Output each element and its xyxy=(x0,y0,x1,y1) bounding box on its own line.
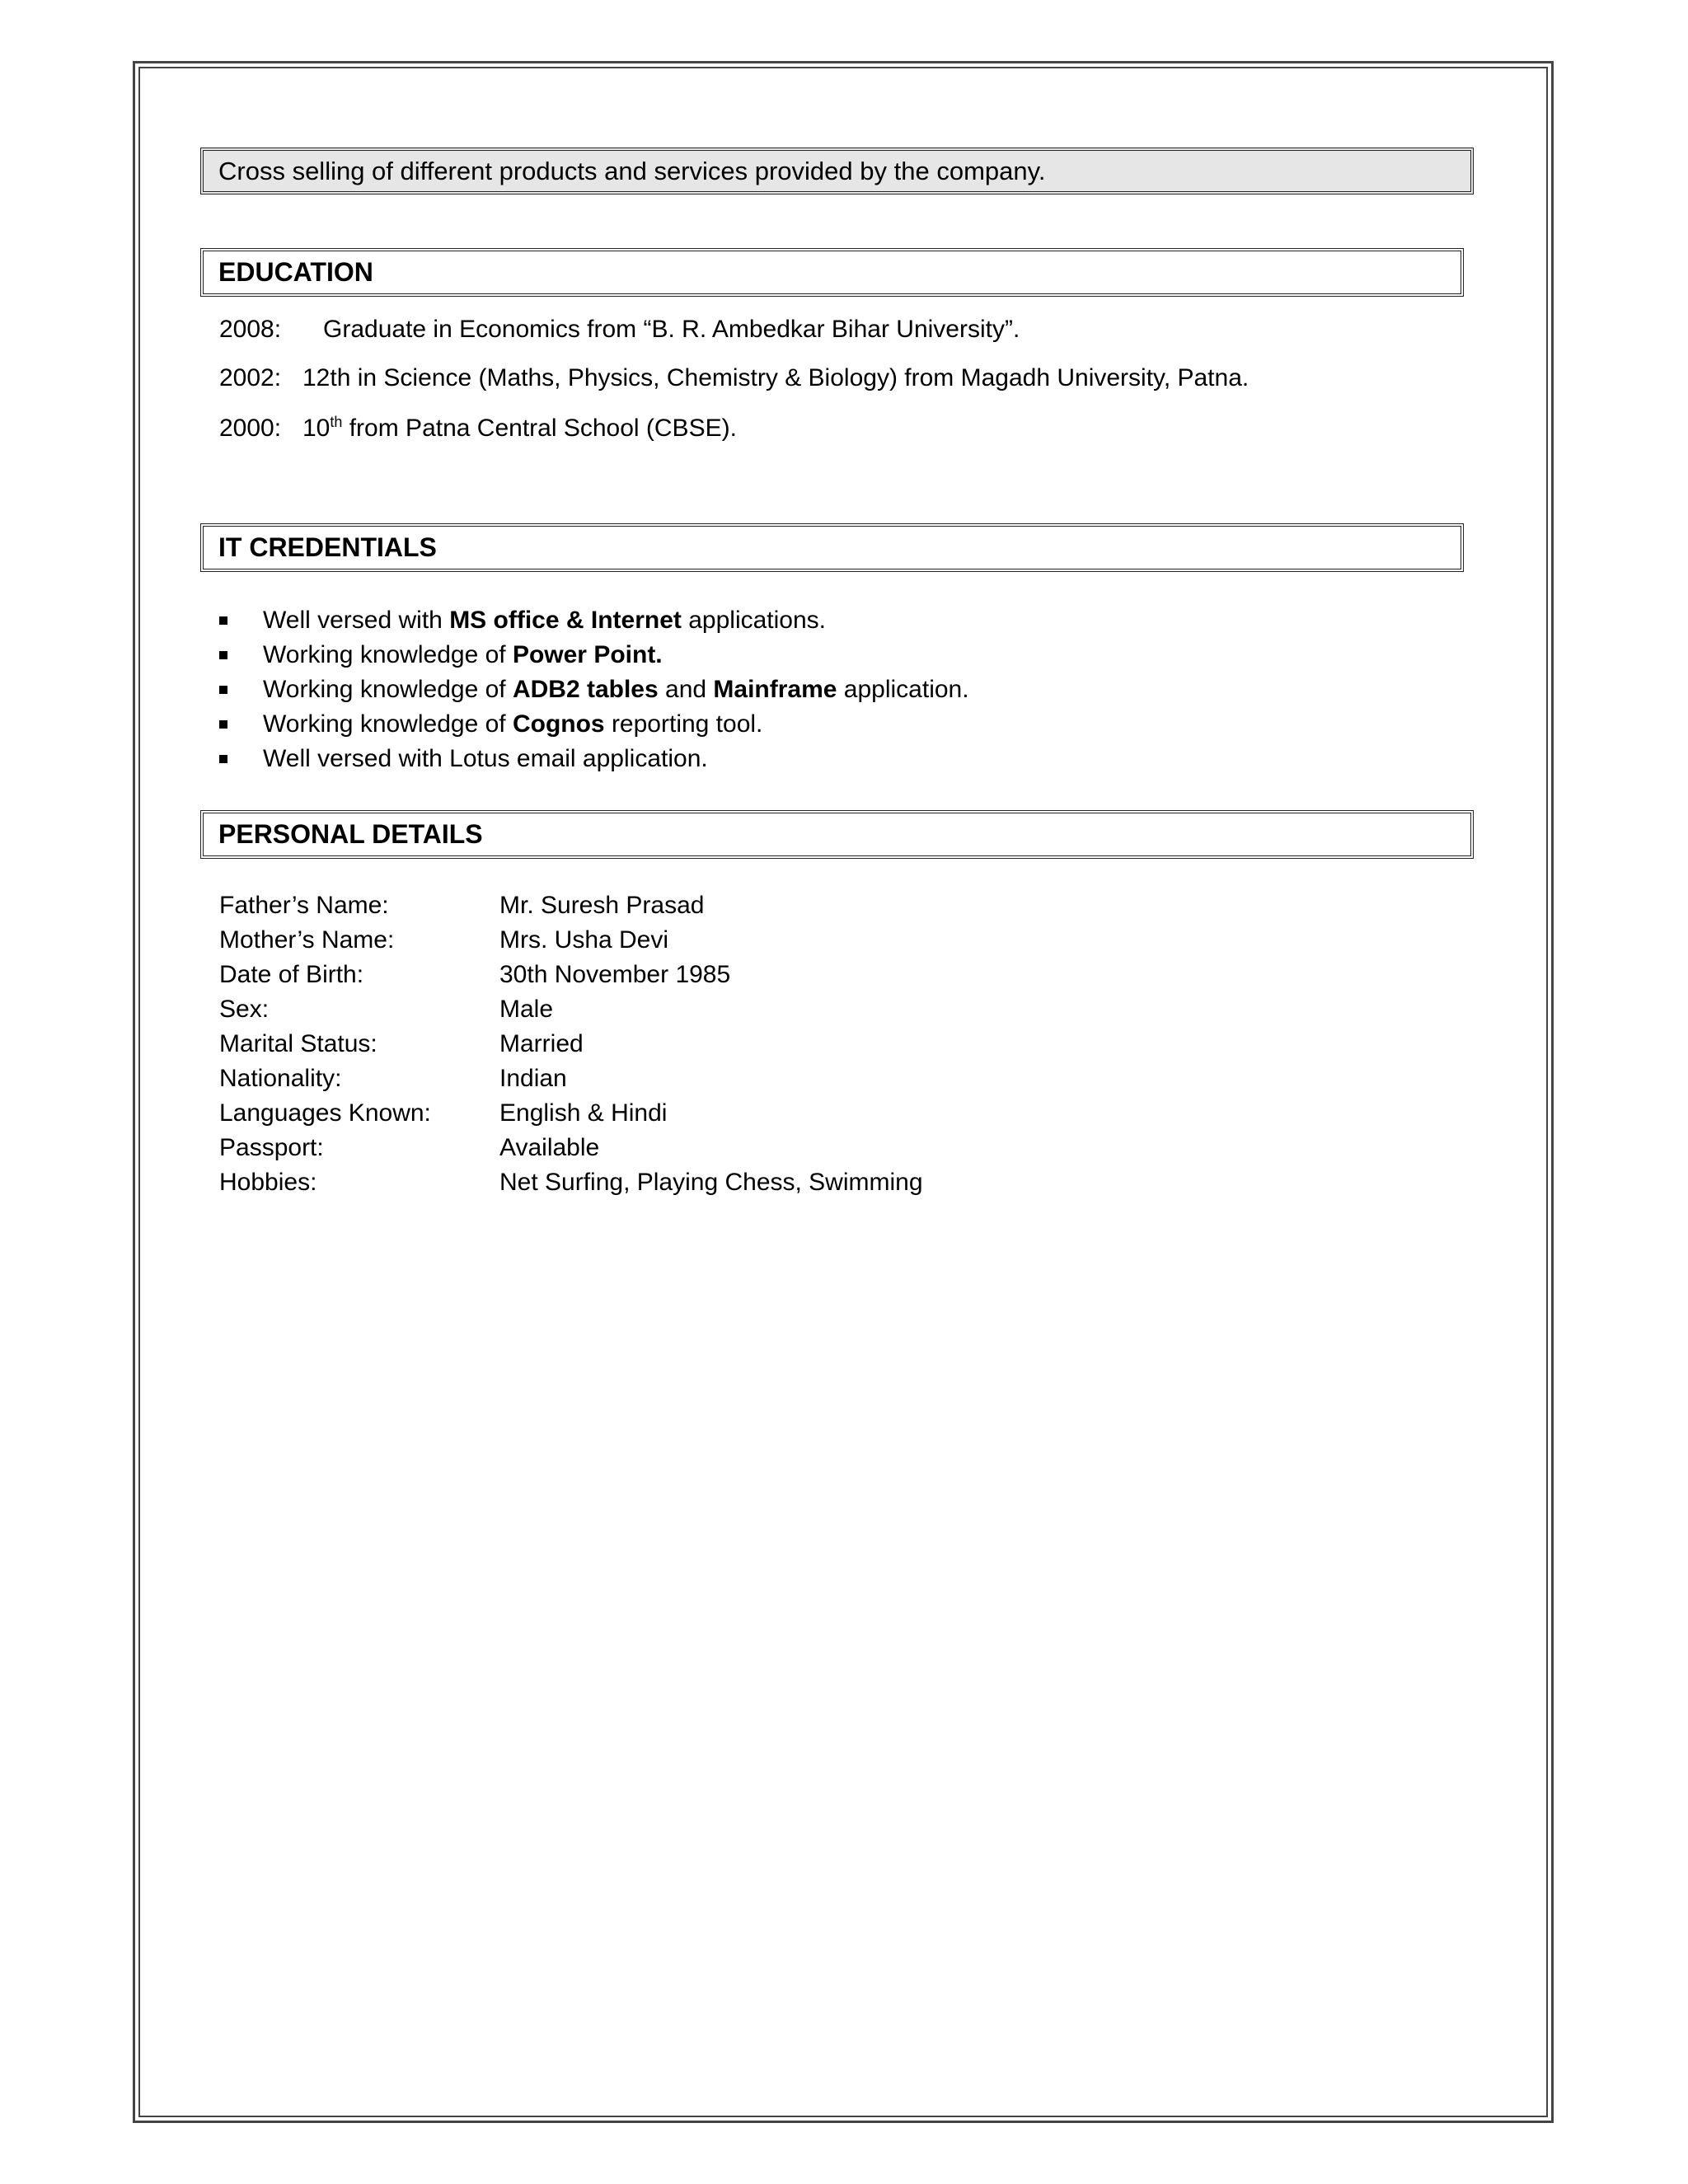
square-bullet-icon xyxy=(219,755,227,763)
detail-value: English & Hindi xyxy=(499,1099,668,1127)
list-item xyxy=(219,742,969,776)
detail-row xyxy=(219,923,923,958)
list-item xyxy=(219,707,969,742)
detail-label: Father’s Name: xyxy=(219,892,389,919)
education-heading: EDUCATION xyxy=(218,257,373,287)
square-bullet-icon xyxy=(219,651,227,659)
list-item-text: Working knowledge of ADB2 tables and Mainframe application. xyxy=(263,676,969,703)
education-year: 2008: xyxy=(219,316,282,343)
education-text: 12th in Science (Maths, Physics, Chemistry & Biology) from Magadh University, Patna. xyxy=(302,364,1250,391)
summary-box xyxy=(200,148,1474,194)
detail-row xyxy=(219,1131,923,1165)
detail-value: Mr. Suresh Prasad xyxy=(499,892,705,919)
list-item xyxy=(219,603,969,638)
square-bullet-icon xyxy=(219,616,227,625)
detail-label: Hobbies: xyxy=(219,1169,317,1196)
detail-label: Marital Status: xyxy=(219,1030,377,1057)
list-item-text: Working knowledge of Power Point. xyxy=(263,641,663,668)
detail-row xyxy=(219,1096,923,1131)
detail-label: Date of Birth: xyxy=(219,961,364,988)
it-credentials-heading-box xyxy=(200,523,1464,572)
detail-value: Available xyxy=(499,1134,600,1161)
detail-row xyxy=(219,888,923,923)
it-credentials-heading: IT CREDENTIALS xyxy=(218,532,437,562)
list-item xyxy=(219,673,969,707)
detail-row xyxy=(219,1062,923,1096)
education-superscript: th xyxy=(330,414,343,430)
detail-value: Mrs. Usha Devi xyxy=(499,926,669,954)
square-bullet-icon xyxy=(219,720,227,729)
detail-label: Sex: xyxy=(219,996,270,1023)
personal-details-heading-box xyxy=(200,810,1474,859)
education-year: 2002: xyxy=(219,364,282,391)
education-entry xyxy=(219,366,1249,391)
detail-value: 30th November 1985 xyxy=(499,961,731,988)
detail-row xyxy=(219,992,923,1027)
detail-row xyxy=(219,1027,923,1062)
square-bullet-icon xyxy=(219,686,227,694)
personal-details-heading: PERSONAL DETAILS xyxy=(218,819,483,849)
education-text-prefix: 10 xyxy=(302,415,331,442)
detail-value: Married xyxy=(499,1030,584,1057)
detail-value: Net Surfing, Playing Chess, Swimming xyxy=(499,1169,923,1196)
detail-label: Nationality: xyxy=(219,1065,342,1092)
detail-value: Indian xyxy=(499,1065,567,1092)
education-entry xyxy=(219,416,737,441)
education-year: 2000: xyxy=(219,415,282,442)
summary-text: Cross selling of different products and services provided by the company. xyxy=(218,156,1046,185)
education-entry xyxy=(219,317,1020,342)
detail-label: Passport: xyxy=(219,1134,324,1161)
detail-value: Male xyxy=(499,996,554,1023)
personal-details-table xyxy=(219,888,923,1200)
list-item xyxy=(219,638,969,673)
list-item-text: Well versed with MS office & Internet applications. xyxy=(263,607,826,634)
education-text: Graduate in Economics from “B. R. Ambedkar Bihar University”. xyxy=(323,316,1020,343)
education-text-suffix: from Patna Central School (CBSE). xyxy=(342,415,737,442)
it-credentials-list xyxy=(219,603,969,776)
education-heading-box xyxy=(200,248,1464,297)
list-item-text: Working knowledge of Cognos reporting tool. xyxy=(263,710,763,738)
detail-row xyxy=(219,1165,923,1200)
detail-row xyxy=(219,958,923,992)
list-item-text: Well versed with Lotus email application. xyxy=(263,745,708,772)
detail-label: Languages Known: xyxy=(219,1099,431,1127)
detail-label: Mother’s Name: xyxy=(219,926,395,954)
